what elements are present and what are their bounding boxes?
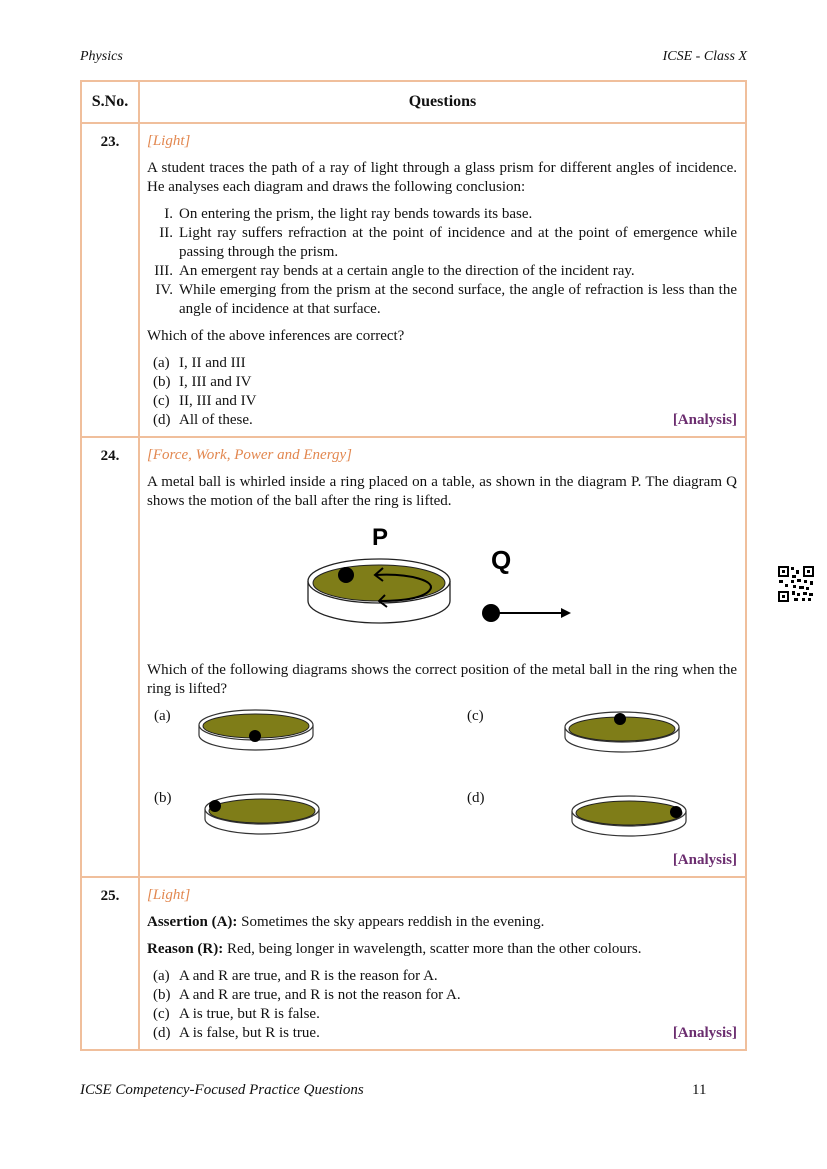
statement-list [147,205,737,319]
question-row-24 [81,437,746,877]
statement-numeral: IV. [155,282,173,298]
reason-label: Reason (R): [147,941,224,957]
ring-option-a [199,710,313,750]
statement-text: On entering the prism, the light ray bends towards its base. [179,206,533,222]
option-rings-svg [147,707,737,855]
option-text: All of these. [179,412,253,428]
option-letter: (a) [153,355,170,371]
option-letter: (d) [153,1025,171,1041]
option-item [147,1005,737,1024]
statement-numeral: I. [164,206,173,222]
statement-item [147,224,737,262]
ring-p [308,559,450,623]
statement-item [147,281,737,319]
statement-item [147,205,737,224]
question-body [139,123,746,437]
option-text: I, II and III [179,355,246,371]
ring-option-d [572,796,686,836]
question-text: A metal ball is whirled inside a ring placed on a table, as shown in the diagram P. The diagram Q shows the motion of the ball after the ring is lifted. [147,474,737,509]
statement-numeral: III. [154,263,173,279]
question-prompt: Which of the above inferences are correct? [147,328,405,344]
table-header-row [81,81,746,123]
question-text: A student traces the path of a ray of light through a glass prism for different angles of incidence. He analyses each diagram and draws the following conclusion: [147,160,737,195]
question-topic: [Light] [147,887,191,903]
analysis-tag: [Analysis] [672,852,737,868]
question-topic: [Force, Work, Power and Energy] [147,447,352,463]
reason-text: Red, being longer in wavelength, scatter more than the other colours. [227,941,642,957]
diagram-label-q: Q [491,545,512,575]
option-text: A is true, but R is false. [179,1006,320,1022]
diagram-options [147,707,737,855]
ring-diagram-svg [147,519,737,661]
option-text: A and R are true, and R is the reason for A. [179,968,438,984]
ball-trajectory-q [482,604,571,622]
option-text: II, III and IV [179,393,257,409]
option-item [147,373,737,392]
assertion-text: Sometimes the sky appears reddish in the evening. [241,914,545,930]
option-item [147,354,737,373]
page-number: 11 [692,1082,707,1098]
option-letter: (d) [153,412,171,428]
header-class: ICSE - Class X [662,49,747,64]
option-text: A and R are true, and R is not the reason for A. [179,987,461,1003]
option-item [147,411,737,430]
analysis-tag: [Analysis] [672,1025,737,1041]
option-list [147,354,737,430]
statement-text: An emergent ray bends at a certain angle to the direction of the incident ray. [179,263,635,279]
statement-text: While emerging from the prism at the second surface, the angle of refraction is less than the angle of incidence at that surface. [179,282,737,317]
statement-text: Light ray suffers refraction at the point of incidence and at the point of emergence while passing through the prism. [179,225,737,260]
option-letter: (c) [153,1006,170,1022]
option-a-label: (a) [154,708,171,724]
footer-title: ICSE Competency-Focused Practice Questions [80,1082,364,1098]
question-prompt: Which of the following diagrams shows the correct position of the metal ball in the ring when the ring is lifted? [147,662,737,697]
question-body [139,437,746,877]
questions-table [80,80,747,1051]
ring-option-b [205,794,319,834]
option-item [147,986,737,1005]
header-subject: Physics [80,49,123,64]
question-number: 24. [81,437,139,877]
option-d-label: (d) [467,790,485,806]
statement-item [147,262,737,281]
option-letter: (c) [153,393,170,409]
option-letter: (b) [153,374,171,390]
question-body [139,877,746,1050]
option-letter: (b) [153,987,171,1003]
assertion [147,913,737,932]
qr-code-icon[interactable] [777,565,815,603]
col-sno-header: S.No. [81,81,139,123]
question-number: 23. [81,123,139,437]
question-row-25 [81,877,746,1050]
ring-diagram-pq [147,519,737,661]
reason [147,940,737,959]
analysis-tag: [Analysis] [672,412,737,428]
option-b-label: (b) [154,790,172,806]
col-questions-header: Questions [139,81,746,123]
option-letter: (a) [153,968,170,984]
option-item [147,967,737,986]
option-c-label: (c) [467,708,484,724]
question-number: 25. [81,877,139,1050]
statement-numeral: II. [159,225,173,241]
option-item [147,1024,737,1043]
diagram-label-p: P [372,524,389,551]
ring-option-c [565,712,679,752]
option-text: A is false, but R is true. [179,1025,320,1041]
question-topic: [Light] [147,133,191,149]
option-item [147,392,737,411]
option-list [147,967,737,1043]
option-text: I, III and IV [179,374,252,390]
question-row-23 [81,123,746,437]
assertion-label: Assertion (A): [147,914,238,930]
